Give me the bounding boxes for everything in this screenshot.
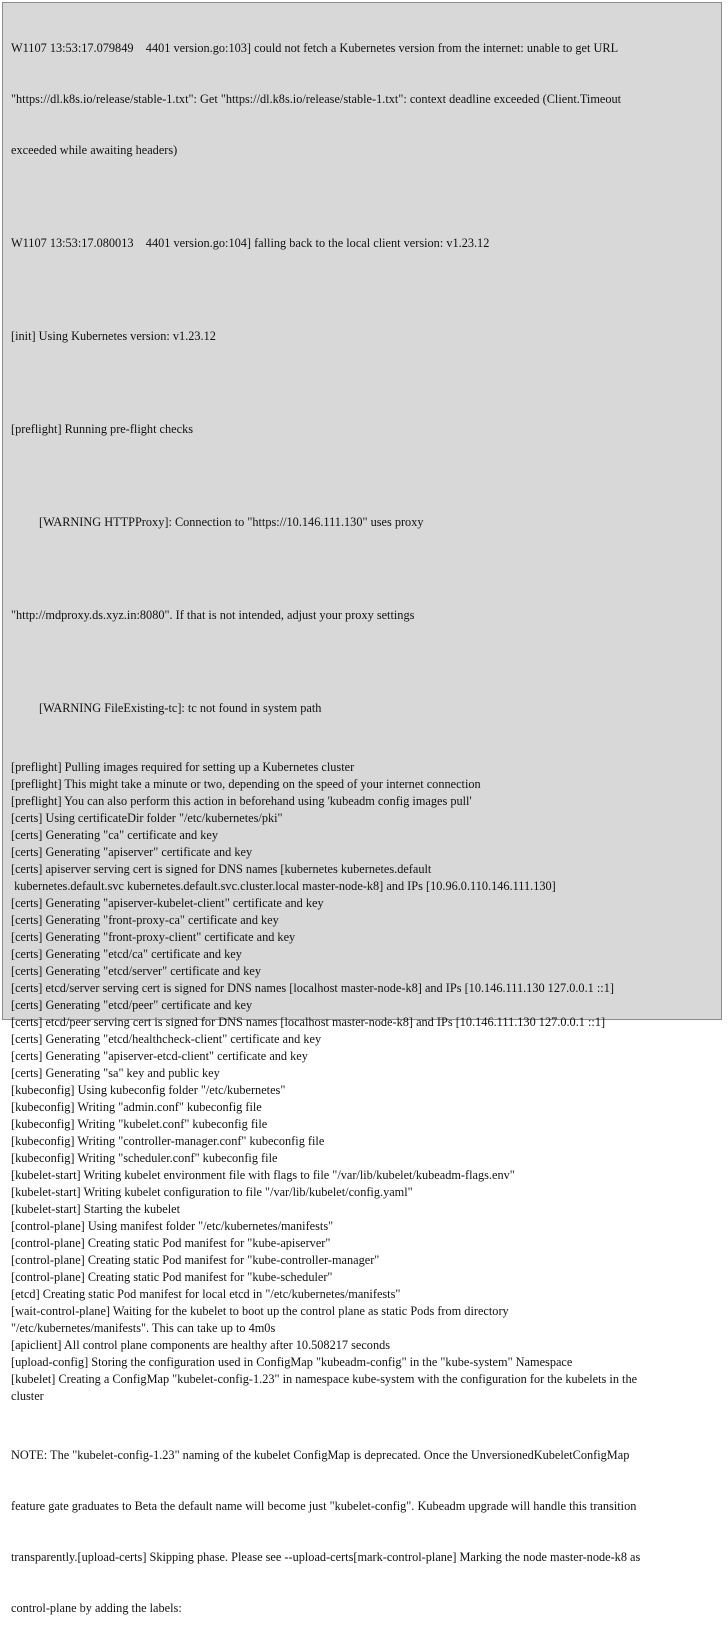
log-line: [kubelet-start] Starting the kubelet xyxy=(11,1202,181,1216)
log-line: [certs] Using certificateDir folder "/etc/kubernetes/pki" xyxy=(11,811,283,825)
log-line: W1107 13:53:17.080013 4401 version.go:104] falling back to the local client version: v1.23.12 xyxy=(11,236,490,250)
log-line: [upload-config] Storing the configuration used in ConfigMap "kubeadm-config" in the "kube-system" Namespace xyxy=(11,1355,573,1369)
log-line: "/etc/kubernetes/manifests". This can take up to 4m0s xyxy=(11,1321,276,1335)
log-line: [certs] Generating "etcd/peer" certificate and key xyxy=(11,998,253,1012)
log-line: transparently.[upload-certs] Skipping phase. Please see --upload-certs[mark-control-plane] Marking the node master-node-k8 as xyxy=(11,1550,641,1564)
log-line: [certs] Generating "etcd/server" certificate and key xyxy=(11,964,262,978)
log-block-setup xyxy=(11,759,721,1405)
log-line: [kubelet-start] Writing kubelet environment file with flags to file "/var/lib/kubelet/kubeadm-flags.env" xyxy=(11,1168,515,1182)
log-line: [certs] Generating "ca" certificate and key xyxy=(11,828,219,842)
log-line: [certs] Generating "front-proxy-ca" certificate and key xyxy=(11,913,279,927)
log-line: [certs] etcd/server serving cert is signed for DNS names [localhost master-node-k8] and IPs [10.146.111.130 127.0.0.1 ::1] xyxy=(11,981,614,995)
terminal-output xyxy=(2,2,722,1615)
log-line: [apiclient] All control plane components are healthy after 10.508217 seconds xyxy=(11,1338,391,1352)
log-line: feature gate graduates to Beta the default name will become just "kubelet-config". Kubeadm upgrade will handle this transition xyxy=(11,1499,637,1513)
log-line: [certs] etcd/peer serving cert is signed for DNS names [localhost master-node-k8] and IPs [10.146.111.130 127.0.0.1 ::1] xyxy=(11,1015,606,1029)
log-paragraph-fallback xyxy=(11,201,721,286)
log-line: [certs] Generating "apiserver-etcd-client" certificate and key xyxy=(11,1049,308,1063)
log-line: [kubeconfig] Writing "kubelet.conf" kubeconfig file xyxy=(11,1117,268,1131)
log-line: [certs] Generating "apiserver-kubelet-client" certificate and key xyxy=(11,896,324,910)
log-line: exceeded while awaiting headers) xyxy=(11,143,178,157)
log-line: [control-plane] Creating static Pod manifest for "kube-controller-manager" xyxy=(11,1253,380,1267)
log-line: [preflight] Running pre-flight checks xyxy=(11,422,194,436)
log-line: [preflight] Pulling images required for setting up a Kubernetes cluster xyxy=(11,760,355,774)
log-line: [kubelet-start] Writing kubelet configuration to file "/var/lib/kubelet/config.yaml" xyxy=(11,1185,413,1199)
log-line: [kubeconfig] Writing "scheduler.conf" kubeconfig file xyxy=(11,1151,278,1165)
log-line: [preflight] You can also perform this action in beforehand using 'kubeadm config images pull' xyxy=(11,794,472,808)
log-line: cluster xyxy=(11,1389,44,1403)
log-line: kubernetes.default.svc kubernetes.default.svc.cluster.local master-node-k8] and IPs [10.96.0.110.146.111.130] xyxy=(11,879,556,893)
log-line: [kubeconfig] Writing "admin.conf" kubeconfig file xyxy=(11,1100,262,1114)
log-line: [certs] Generating "sa" key and public key xyxy=(11,1066,220,1080)
log-line: "https://dl.k8s.io/release/stable-1.txt": Get "https://dl.k8s.io/release/stable-1.txt": context deadline exceeded (Client.Timeout xyxy=(11,92,622,106)
log-line: [WARNING FileExisting-tc]: tc not found in system path xyxy=(39,701,322,715)
log-line: [certs] Generating "front-proxy-client" certificate and key xyxy=(11,930,296,944)
log-line: [kubeconfig] Using kubeconfig folder "/etc/kubernetes" xyxy=(11,1083,286,1097)
log-line: [preflight] This might take a minute or two, depending on the speed of your internet connection xyxy=(11,777,481,791)
log-line: [certs] apiserver serving cert is signed for DNS names [kubernetes kubernetes.default xyxy=(11,862,432,876)
log-line: [etcd] Creating static Pod manifest for local etcd in "/etc/kubernetes/manifests" xyxy=(11,1287,401,1301)
log-paragraph-note xyxy=(11,1413,721,1651)
log-line: [control-plane] Creating static Pod manifest for "kube-apiserver" xyxy=(11,1236,331,1250)
log-paragraph-tc-warning xyxy=(11,666,721,751)
log-line: [wait-control-plane] Waiting for the kubelet to boot up the control plane as static Pods from directory xyxy=(11,1304,509,1318)
log-line: [init] Using Kubernetes version: v1.23.12 xyxy=(11,329,216,343)
log-line: [control-plane] Using manifest folder "/etc/kubernetes/manifests" xyxy=(11,1219,334,1233)
log-paragraph-preflight xyxy=(11,387,721,472)
log-paragraph-proxy-url xyxy=(11,573,721,658)
log-line: control-plane by adding the labels: xyxy=(11,1601,182,1615)
log-paragraph-version-fetch xyxy=(11,6,721,193)
log-line: [control-plane] Creating static Pod manifest for "kube-scheduler" xyxy=(11,1270,333,1284)
log-line: [kubeconfig] Writing "controller-manager.conf" kubeconfig file xyxy=(11,1134,325,1148)
log-line: NOTE: The "kubelet-config-1.23" naming of the kubelet ConfigMap is deprecated. Once the UnversionedKubeletConfigMap xyxy=(11,1448,630,1462)
log-line: [certs] Generating "etcd/healthcheck-client" certificate and key xyxy=(11,1032,322,1046)
log-paragraph-init xyxy=(11,294,721,379)
log-line: [certs] Generating "apiserver" certificate and key xyxy=(11,845,253,859)
log-line: [kubelet] Creating a ConfigMap "kubelet-config-1.23" in namespace kube-system with the configuration for the kubelets in the xyxy=(11,1372,638,1386)
log-paragraph-proxy-warning xyxy=(11,480,721,565)
log-line: [WARNING HTTPProxy]: Connection to "https://10.146.111.130" uses proxy xyxy=(39,515,424,529)
log-line: "http://mdproxy.ds.xyz.in:8080". If that is not intended, adjust your proxy settings xyxy=(11,608,415,622)
log-line: [certs] Generating "etcd/ca" certificate and key xyxy=(11,947,242,961)
log-line: W1107 13:53:17.079849 4401 version.go:103] could not fetch a Kubernetes version from the internet: unable to get URL xyxy=(11,41,619,55)
